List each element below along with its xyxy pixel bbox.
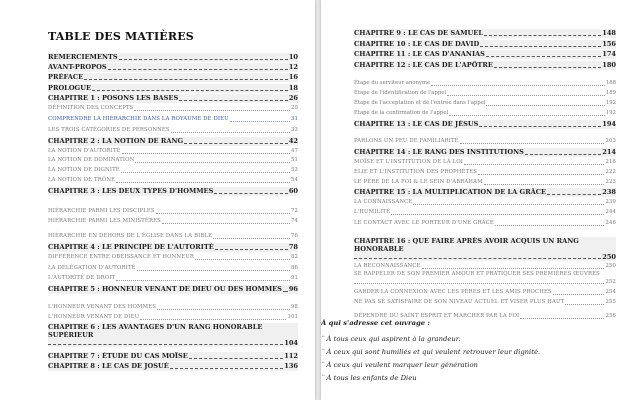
toc-entry-label: HIÉRARCHIE PARMI LES MINISTÈRES [48, 218, 161, 224]
toc-page-number: 192 [605, 100, 616, 106]
toc-chapter-entry[interactable] [354, 188, 616, 197]
toc-section-entry[interactable] [354, 288, 616, 297]
toc-entry-label: DÉPENDRE DU SAINT ESPRIT ET MARCHER PAR LA FOI [354, 313, 520, 319]
toc-page-number: 254 [605, 289, 616, 295]
dot-leader [495, 225, 605, 226]
toc-entry-label: Étape de l'acceptation et de l'entrée dans l'appel [354, 100, 486, 106]
dot-leader [230, 121, 290, 122]
toc-page-number: 194 [602, 120, 616, 128]
toc-page-number: 60 [288, 187, 298, 195]
dot-leader [121, 172, 290, 173]
toc-chapter-entry[interactable] [354, 40, 616, 49]
toc-entry-label: LA NOTION D'AUTORITÉ [48, 148, 121, 154]
dot-leader [460, 143, 605, 144]
dot-leader [92, 90, 288, 91]
dot-leader [195, 259, 290, 260]
toc-entry-label: LES TROIS CATÉGORIES DE PERSONNES [48, 127, 170, 133]
audience-item: ¨ À tous les enfants de Dieu [321, 374, 417, 382]
toc-chapter-entry[interactable] [48, 94, 298, 103]
toc-chapter-entry[interactable] [354, 237, 616, 261]
toc-page-number: 174 [602, 50, 616, 58]
toc-chapter-entry[interactable] [48, 53, 298, 62]
toc-entry-label: LA NOTION DE DIGNITÉ [48, 167, 120, 173]
toc-page-number: 76 [290, 233, 298, 239]
toc-page-number: 112 [284, 352, 298, 360]
toc-chapter-entry[interactable] [48, 362, 298, 371]
dot-leader [478, 174, 604, 175]
toc-page-number: 26 [288, 94, 298, 102]
toc-entry-label: LA CONNAISSANCE [354, 199, 413, 205]
toc-page-number: 42 [288, 137, 298, 145]
dot-leader [116, 182, 290, 183]
dot-leader [162, 223, 290, 224]
dot-leader [116, 280, 290, 281]
toc-page-number: 10 [288, 53, 298, 61]
toc-chapter-entry[interactable] [48, 63, 298, 72]
toc-page-number: 246 [605, 220, 616, 226]
toc-page-number: 238 [602, 188, 616, 196]
dot-leader [184, 143, 288, 144]
dot-leader [547, 194, 601, 195]
dot-leader [486, 105, 604, 106]
audience-item: ¨ À ceux qui veulent marquer leur génération [321, 361, 478, 369]
dot-leader [422, 268, 605, 269]
dot-leader [134, 110, 290, 111]
toc-page-number: 192 [605, 110, 616, 116]
toc-entry-label: ÉLIE ET L'INSTITUTION DES PROPHÈTES [354, 169, 477, 175]
toc-section-entry[interactable] [48, 232, 298, 241]
dot-leader [140, 319, 286, 320]
dot-leader [413, 204, 604, 205]
toc-page-number: 252 [605, 279, 616, 285]
toc-section-entry[interactable] [48, 274, 298, 283]
toc-entry-label: SE RAPPELER DE SON PREMIER AMOUR ET PRATIQUER SES PREMIÈRES ŒUVRES [354, 271, 600, 277]
toc-section-entry[interactable] [48, 147, 298, 156]
toc-entry-label: CHAPITRE 2 : LA NOTION DE RANG [48, 137, 184, 145]
dot-leader [214, 193, 287, 194]
dot-leader [48, 344, 283, 345]
toc-section-entry[interactable] [48, 104, 298, 113]
toc-entry-label: CHAPITRE 12 : LE CAS DE L'APÔTRE [354, 61, 493, 69]
toc-entry-label: NE PAS SE SATISFAIRE DE SON NIVEAU ACTUEL ET VISER PLUS HAUT [354, 299, 565, 305]
toc-section-entry[interactable] [354, 109, 616, 118]
dot-leader [486, 56, 601, 57]
dot-leader [171, 132, 290, 133]
toc-entry-label: LE CONTACT AVEC LE PORTEUR D'UNE GRÂCE [354, 220, 494, 226]
toc-page-number: 29 [290, 105, 298, 111]
audience-item: ¨ À tous ceux qui aspirent à la grandeur. [321, 335, 461, 343]
toc-section-entry[interactable] [354, 298, 616, 307]
toc-chapter-entry[interactable] [48, 84, 298, 93]
right-page [321, 0, 635, 400]
toc-section-entry[interactable] [354, 99, 616, 108]
toc-page-number: 255 [605, 299, 616, 305]
dot-leader [553, 294, 605, 295]
toc-section-entry[interactable] [48, 115, 298, 124]
toc-entry-label: L'HONNEUR VENANT DE DIEU [48, 314, 140, 320]
dot-leader [484, 184, 605, 185]
toc-entry-label: LA RECONNAISSANCE [354, 263, 421, 269]
toc-entry-label: HIÉRARCHIE EN DEHORS DE L'ÉGLISE DANS LA BIBLE [48, 233, 213, 239]
toc-section-entry[interactable] [354, 137, 616, 146]
toc-entry-label: CHAPITRE 14 : LE RANG DES INSTITUTIONS [354, 148, 524, 156]
toc-section-entry[interactable] [354, 89, 616, 98]
toc-section-entry[interactable] [48, 303, 298, 312]
toc-section-entry[interactable] [354, 158, 616, 167]
toc-entry-label: HIÉRARCHIE PARMI LES DISCIPLES [48, 208, 155, 214]
toc-entry-label: LA DÉLÉGATION D'AUTORITÉ [48, 265, 136, 271]
dot-leader [189, 358, 283, 359]
toc-chapter-entry[interactable] [48, 352, 298, 361]
dot-leader [119, 59, 288, 60]
dot-leader [391, 214, 604, 215]
toc-entry-label: CHAPITRE 5 : HONNEUR VENANT DE DIEU OU DES HOMMES [48, 285, 282, 293]
toc-chapter-entry[interactable] [354, 50, 616, 59]
toc-page-number: 16 [288, 73, 298, 81]
toc-section-entry[interactable] [48, 176, 298, 185]
toc-page-number: 250 [605, 263, 616, 269]
toc-section-entry[interactable] [48, 207, 298, 216]
toc-entry-label: MOÏSE ET L'INSTITUTION DE LA LOI [354, 159, 463, 165]
toc-page-number: 31 [290, 116, 298, 122]
toc-entry-label: CHAPITRE 4 : LE PRINCIPE DE L'AUTORITÉ [48, 243, 214, 251]
toc-chapter-entry[interactable] [354, 120, 616, 129]
toc-page-number: 136 [284, 362, 298, 370]
toc-section-entry[interactable] [354, 219, 616, 228]
toc-entry-label: LE PÈRE DE LA FOI & LE SEIN D'ABRAHAM [354, 179, 483, 185]
toc-entry-label: PRÉFACE [48, 73, 84, 81]
dot-leader [137, 270, 290, 271]
toc-page-number: 72 [290, 208, 298, 214]
toc-section-entry[interactable] [48, 126, 298, 135]
dot-leader [213, 238, 290, 239]
toc-page-number: 203 [605, 138, 616, 144]
toc-entry-label: CHAPITRE 15 : LA MULTIPLICATION DE LA GRÂCE [354, 188, 547, 196]
toc-section-entry[interactable] [48, 156, 298, 165]
toc-entry-label: CHAPITRE 10 : LE CAS DE DAVID [354, 40, 480, 48]
toc-page-number: 256 [605, 313, 616, 319]
toc-entry-label: Étape de l'identification de l'appel [354, 90, 447, 96]
toc-section-entry[interactable] [48, 217, 298, 226]
toc-page-number: 82 [290, 254, 298, 260]
toc-entry-label: CHAPITRE 13 : LE CAS DE JÉSUS [354, 120, 479, 128]
toc-chapter-entry[interactable] [354, 61, 616, 70]
toc-section-entry[interactable] [48, 264, 298, 273]
toc-entry-label: AVANT-PROPOS [48, 63, 107, 71]
toc-section-entry[interactable] [354, 178, 616, 187]
toc-entry-label: Étape du serviteur anonyme [354, 80, 431, 86]
toc-entry-label: Étape de la confirmation de l'appel [354, 110, 449, 116]
toc-chapter-entry[interactable] [354, 148, 616, 157]
toc-section-entry[interactable] [48, 166, 298, 175]
toc-entry-label: CHAPITRE 3 : LES DEUX TYPES D'HOMMES [48, 187, 214, 195]
toc-page-number: 53 [290, 167, 298, 173]
dot-leader [464, 164, 605, 165]
toc-chapter-entry[interactable] [48, 137, 298, 146]
dot-leader [447, 95, 605, 96]
toc-page-number: 98 [290, 304, 298, 310]
dot-leader [156, 213, 290, 214]
toc-entry-label: CHAPITRE 7 : ÉTUDE DU CAS MOÏSE [48, 352, 188, 360]
toc-page-number: 12 [288, 63, 298, 71]
dot-leader [431, 85, 605, 86]
toc-page-number: 250 [602, 253, 616, 261]
toc-entry-label: PROLOGUE [48, 84, 91, 92]
audience-item: ¨ À ceux qui sont humiliés et qui veulent retrouver leur dignité. [321, 348, 541, 356]
toc-page-number: 91 [290, 275, 298, 281]
toc-chapter-entry[interactable] [48, 187, 298, 196]
toc-page-number: 101 [287, 314, 298, 320]
toc-entry-label: CHAPITRE 16 : QUE FAIRE APRÈS AVOIR ACQUIS UN RANG HONORABLE [354, 237, 579, 253]
toc-page-number: 96 [288, 285, 298, 293]
toc-page-number: 239 [605, 199, 616, 205]
toc-entry-label: COMPRENDRE LA HIÉRARCHIE DANS LA ROYAUME DE DIEU [48, 116, 229, 122]
toc-section-entry[interactable] [354, 198, 616, 207]
left-page [0, 0, 315, 400]
toc-page-number: 148 [602, 29, 616, 37]
toc-page-number: 54 [290, 177, 298, 183]
dot-leader [480, 46, 601, 47]
toc-page-number: 223 [605, 179, 616, 185]
toc-page-number: 216 [605, 159, 616, 165]
toc-page-number: 74 [290, 218, 298, 224]
dot-leader [479, 126, 601, 127]
audience-heading: À qui s'adresse cet ouvrage : [321, 319, 430, 327]
toc-entry-label: LA NOTION DE DOMINATION [48, 157, 135, 163]
toc-chapter-entry[interactable] [48, 73, 298, 82]
dot-leader [215, 249, 288, 250]
dot-leader [283, 291, 288, 292]
dot-leader [135, 162, 290, 163]
dot-leader [494, 67, 601, 68]
toc-page-number: 33 [290, 127, 298, 133]
toc-entry-label: LA NOTION DE TRÔNE [48, 177, 116, 183]
toc-page-number: 222 [605, 169, 616, 175]
toc-entry-label: L'HUMILITÉ [354, 209, 391, 215]
toc-page-number: 86 [290, 265, 298, 271]
dot-leader [565, 304, 604, 305]
toc-page-number: 78 [288, 243, 298, 251]
toc-page-number: 244 [605, 209, 616, 215]
toc-entry-label: CHAPITRE 9 : LE CAS DE SAMUEL [354, 29, 483, 37]
dot-leader [484, 35, 601, 36]
toc-entry-label: DIFFÉRENCE ENTRE OBÉISSANCE ET HONNEUR [48, 254, 194, 260]
dot-leader [449, 115, 605, 116]
toc-chapter-entry[interactable] [48, 285, 298, 294]
dot-leader [525, 154, 601, 155]
toc-entry-label: REMERCIEMENTS [48, 53, 118, 61]
toc-section-entry[interactable] [48, 253, 298, 262]
dot-leader [170, 368, 283, 369]
toc-entry-label: DÉFINITION DES CONCEPTS [48, 105, 134, 111]
toc-section-entry[interactable] [354, 270, 616, 286]
dot-leader [84, 79, 288, 80]
dot-leader [157, 309, 290, 310]
toc-page-number: 188 [605, 80, 616, 86]
dot-leader [520, 318, 604, 319]
toc-chapter-entry[interactable] [48, 243, 298, 252]
toc-entry-label: CHAPITRE 1 : POSONS LES BASES [48, 94, 179, 102]
dot-leader [354, 258, 601, 259]
toc-title: TABLE DES MATIÈRES [48, 30, 194, 43]
toc-entry-label: CHAPITRE 6 : LES AVANTAGES D'UN RANG HONORABLE SUPÉRIEUR [48, 323, 263, 339]
toc-page-number: 180 [602, 61, 616, 69]
toc-entry-label: L'HONNEUR VENANT DES HOMMES [48, 304, 156, 310]
toc-entry-label: CHAPITRE 11 : LE CAS D'ANANIAS [354, 50, 485, 58]
toc-entry-label: L'AUTORITÉ DE DROIT [48, 275, 116, 281]
toc-chapter-entry[interactable] [48, 323, 298, 347]
toc-page-number: 189 [605, 90, 616, 96]
dot-leader [122, 153, 290, 154]
toc-page-number: 18 [288, 84, 298, 92]
toc-entry-label: PARLONS UN PEU DE FAMILIARITÉ [354, 138, 459, 144]
toc-page-number: 156 [602, 40, 616, 48]
toc-section-entry[interactable] [48, 313, 298, 322]
toc-page-number: 51 [290, 157, 298, 163]
dot-leader [179, 100, 288, 101]
dot-leader [108, 69, 288, 70]
toc-page-number: 47 [290, 148, 298, 154]
toc-chapter-entry[interactable] [354, 29, 616, 38]
toc-entry-label: CHAPITRE 8 : LE CAS DE JOSUÉ [48, 362, 169, 370]
dot-leader [354, 283, 604, 284]
toc-page-number: 104 [284, 339, 298, 347]
toc-section-entry[interactable] [354, 79, 616, 88]
toc-page-number: 214 [602, 148, 616, 156]
toc-section-entry[interactable] [354, 168, 616, 177]
toc-entry-label: GARDER LA CONNEXION AVEC LES PÈRES ET LES AMIS PROCHES [354, 289, 552, 295]
toc-section-entry[interactable] [354, 208, 616, 217]
